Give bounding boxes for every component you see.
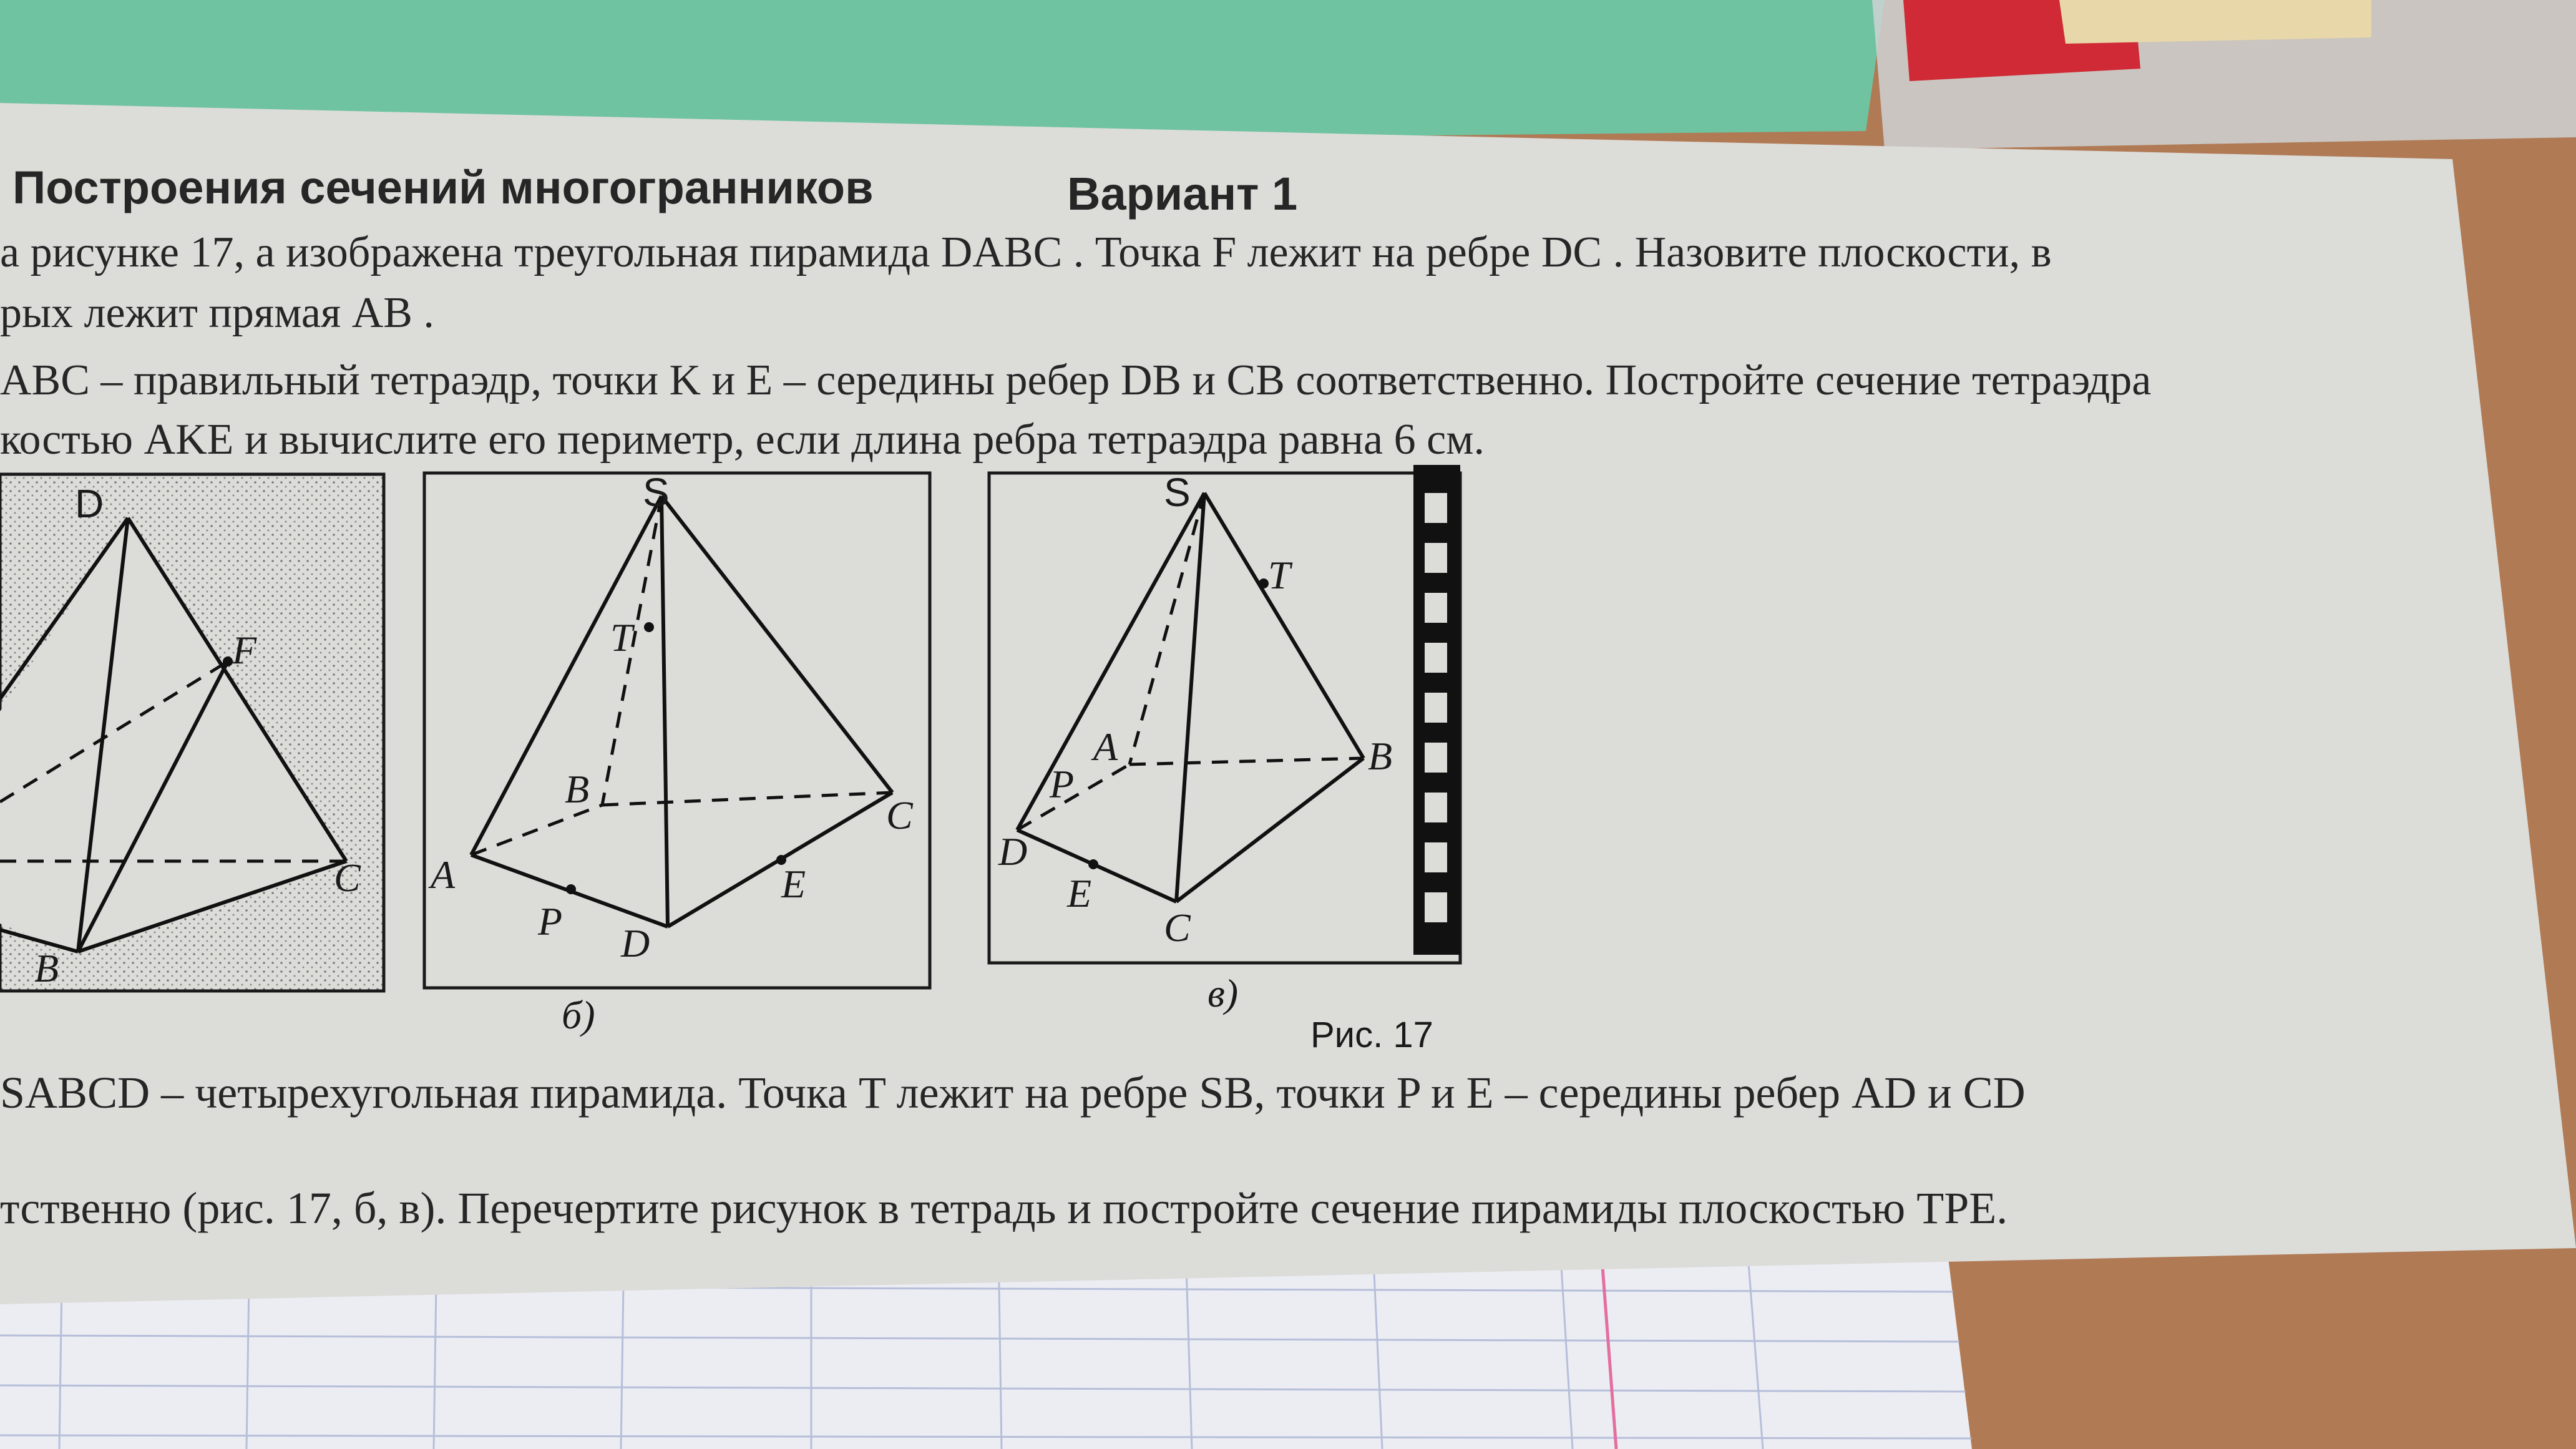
figure-b-pyramid — [424, 473, 930, 988]
task-2-line-1: ABC – правильный тетраэдр, точки K и E – середины ребер DB и CB соответственно. Постройте сечение тетраэдра — [0, 356, 2152, 404]
fig-v-label-D: D — [998, 829, 1028, 874]
task-3-line-1: SABCD – четырехугольная пирамида. Точка T лежит на ребре SB, точки P и E – середины ребер AD и CD — [0, 1068, 2026, 1118]
figure-a-tetrahedron — [0, 474, 384, 991]
fig-b-label-T: T — [610, 615, 633, 660]
fig-v-label-P: P — [1050, 762, 1075, 806]
figure-b-frame — [424, 473, 930, 988]
subfigure-v-caption: в) — [1208, 971, 1239, 1015]
fig-b-label-P: P — [538, 899, 563, 944]
fig-v-label-B: B — [1368, 734, 1393, 778]
title-variant: Вариант 1 — [1067, 168, 1298, 220]
fig-b-label-S: S — [643, 470, 670, 515]
fig-b-label-D: D — [621, 921, 650, 965]
task-1-line-1: а рисунке 17, а изображена треугольная пирамида DABC . Точка F лежит на ребре DC . Назовите плоскости, в — [0, 228, 2052, 276]
fig-a-label-C: C — [334, 856, 361, 900]
subfigure-b-caption: б) — [562, 993, 595, 1037]
figure-caption: Рис. 17 — [1310, 1015, 1433, 1055]
fig-a-label-B: B — [34, 946, 59, 990]
fig-b-label-B: B — [565, 767, 590, 811]
fig-v-label-A: A — [1093, 724, 1118, 769]
fig-v-label-T: T — [1268, 553, 1290, 597]
task-2-line-2: костью AKE и вычислите его периметр, если длина ребра тетраэдра равна 6 см. — [0, 416, 1485, 464]
fig-a-label-F: F — [232, 628, 257, 672]
figure-v-pyramid — [989, 465, 1460, 963]
fig-v-label-E: E — [1067, 871, 1092, 915]
fig-b-label-E: E — [781, 862, 806, 906]
title-topic: Построения сечений многогранников — [12, 162, 874, 213]
fig-v-label-S: S — [1164, 470, 1191, 515]
task-3-line-2: тственно (рис. 17, б, в). Перечертите рисунок в тетрадь и постройте сечение пирамиды плоскостью TPE. — [0, 1183, 2008, 1233]
fig-b-label-C: C — [886, 793, 913, 837]
fig-b-label-A: A — [431, 852, 456, 897]
fig-v-label-C: C — [1164, 905, 1191, 950]
figure-v-frame — [989, 473, 1460, 963]
task-1-line-2: рых лежит прямая AB . — [0, 289, 434, 337]
fig-a-label-D: D — [75, 481, 104, 526]
